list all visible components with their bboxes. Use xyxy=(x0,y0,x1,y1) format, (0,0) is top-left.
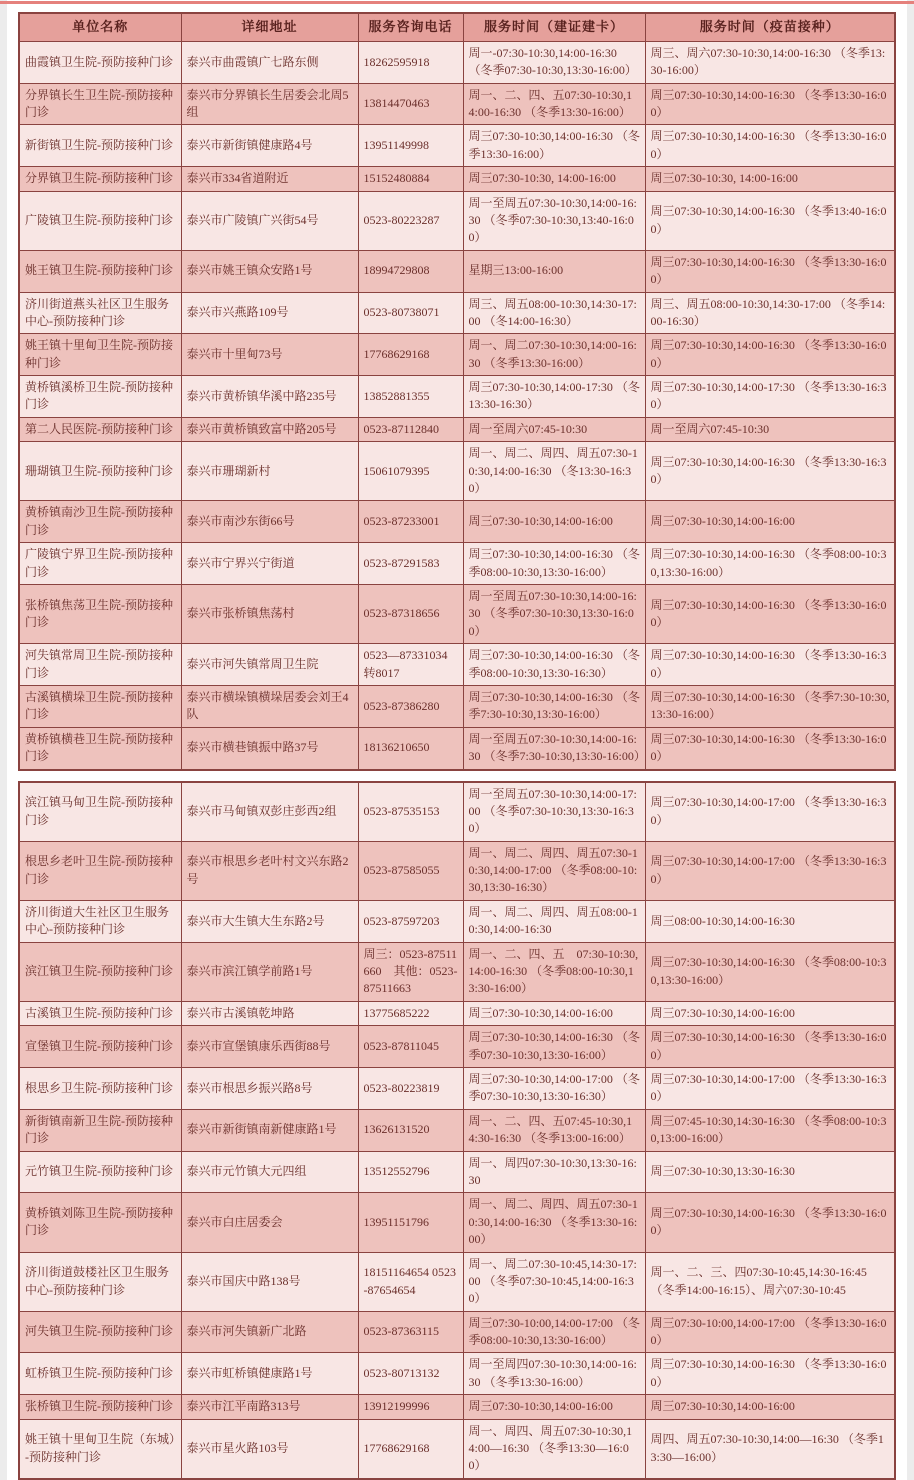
vaccine-time-cell: 周三07:30-10:30,14:00-16:30 （冬季13:30-16:00） xyxy=(645,1193,895,1252)
unit-name-cell: 第二人民医院-预防接种门诊 xyxy=(19,417,181,441)
address-cell: 泰兴市河失镇常周卫生院 xyxy=(181,644,358,686)
unit-name-cell: 新街镇南新卫生院-预防接种门诊 xyxy=(19,1109,181,1151)
card-time-cell: 周三07:30-10:00,14:00-17:00 （冬季08:00-10:30,13:30-16:00） xyxy=(463,1311,645,1353)
card-time-cell: 周三07:30-10:30,14:00-16:30 （冬季08:00-10:30,13:30-16:30） xyxy=(463,644,645,686)
card-time-cell: 周三、周五08:00-10:30,14:30-17:00 （冬14:00-16:30） xyxy=(463,292,645,334)
unit-name-cell: 黄桥镇南沙卫生院-预防接种门诊 xyxy=(19,501,181,543)
address-cell: 泰兴市根思乡老叶村文兴东路2号 xyxy=(181,841,358,900)
table-header-row xyxy=(19,13,895,41)
card-time-cell: 周一-07:30-10:30,14:00-16:30 （冬季07:30-10:30,13:30-16:00） xyxy=(463,41,645,83)
unit-name-cell: 根思乡老叶卫生院-预防接种门诊 xyxy=(19,841,181,900)
address-cell: 泰兴市黄桥镇华溪中路235号 xyxy=(181,376,358,418)
table-row xyxy=(19,782,895,842)
unit-name-cell: 黄桥镇刘陈卫生院-预防接种门诊 xyxy=(19,1193,181,1252)
card-time-cell: 周三07:30-10:30,14:00-16:00 xyxy=(463,1001,645,1025)
table-row xyxy=(19,292,895,334)
phone-cell: 周三：0523-87511660 其他：0523-87511663 xyxy=(358,942,463,1001)
vaccine-time-cell: 周三、周五08:00-10:30,14:30-17:00 （冬季14:00-16:30） xyxy=(645,292,895,334)
vaccine-time-cell: 周三07:30-10:30,14:00-16:30 （冬季13:30-16:00） xyxy=(645,1353,895,1395)
address-cell: 泰兴市姚王镇众安路1号 xyxy=(181,250,358,292)
card-time-cell: 周三07:30-10:30, 14:00-16:00 xyxy=(463,167,645,191)
address-cell: 泰兴市江平南路313号 xyxy=(181,1395,358,1419)
address-cell: 泰兴市新街镇健康路4号 xyxy=(181,125,358,167)
table-row xyxy=(19,191,895,250)
unit-name-cell: 河失镇卫生院-预防接种门诊 xyxy=(19,1311,181,1353)
unit-name-cell: 姚王镇卫生院-预防接种门诊 xyxy=(19,250,181,292)
address-cell: 泰兴市星火路103号 xyxy=(181,1419,358,1479)
unit-name-cell: 姚王镇十里甸卫生院-预防接种门诊 xyxy=(19,334,181,376)
address-cell: 泰兴市宣堡镇康乐西街88号 xyxy=(181,1026,358,1068)
address-cell: 泰兴市334省道附近 xyxy=(181,167,358,191)
table-row xyxy=(19,841,895,900)
phone-cell: 0523-87291583 xyxy=(358,543,463,585)
vaccine-time-cell: 周三07:30-10:30,14:00-16:30 （冬季08:00-10:30,13:30-16:00） xyxy=(645,543,895,585)
card-time-cell: 周一至周五07:30-10:30,14:00-16:30 （冬季07:30-10:30,13:40-16:00） xyxy=(463,191,645,250)
card-time-cell: 周一、二、四、五 07:30-10:30,14:00-16:30 （冬季08:00-10:30,13:30-16:00） xyxy=(463,942,645,1001)
unit-name-cell: 滨江镇卫生院-预防接种门诊 xyxy=(19,942,181,1001)
unit-name-cell: 黄桥镇横巷卫生院-预防接种门诊 xyxy=(19,727,181,769)
card-time-cell: 周三07:30-10:30,14:00-16:30 （冬季07:30-10:30,13:30-16:00） xyxy=(463,1026,645,1068)
card-time-cell: 周一至周四07:30-10:30,14:00-16:30 （冬季13:30-16:00） xyxy=(463,1353,645,1395)
phone-cell: 0523-80713132 xyxy=(358,1353,463,1395)
table-row xyxy=(19,1026,895,1068)
phone-cell: 17768629168 xyxy=(358,1419,463,1479)
table-row xyxy=(19,250,895,292)
address-cell: 泰兴市横垛镇横垛居委会刘王4队 xyxy=(181,685,358,727)
phone-cell: 0523-87233001 xyxy=(358,501,463,543)
header-address: 详细地址 xyxy=(181,13,358,41)
table-row xyxy=(19,334,895,376)
vaccination-clinics-table-2 xyxy=(18,781,896,1480)
vaccine-time-cell: 周三07:30-10:30,14:00-16:30 （冬季13:30-16:30） xyxy=(645,442,895,501)
phone-cell: 13512552796 xyxy=(358,1151,463,1193)
vaccine-time-cell: 周三07:30-10:30,14:00-17:00 （冬季13:30-16:30） xyxy=(645,841,895,900)
table-row xyxy=(19,167,895,191)
address-cell: 泰兴市马甸镇双彭庄彭西2组 xyxy=(181,782,358,842)
unit-name-cell: 新街镇卫生院-预防接种门诊 xyxy=(19,125,181,167)
phone-cell: 15152480884 xyxy=(358,167,463,191)
table-row xyxy=(19,1311,895,1353)
address-cell: 泰兴市元竹镇大元四组 xyxy=(181,1151,358,1193)
table-row xyxy=(19,1109,895,1151)
phone-cell: 0523-80223819 xyxy=(358,1067,463,1109)
table-row xyxy=(19,125,895,167)
vaccine-time-cell: 周三07:45-10:30,14:30-16:30 （冬季08:00-10:30,13:00-16:00） xyxy=(645,1109,895,1151)
address-cell: 泰兴市横巷镇振中路37号 xyxy=(181,727,358,769)
card-time-cell: 周一、周二、周四、周五07:30-10:30,14:00-16:30 （冬13:30-16:30） xyxy=(463,442,645,501)
table-row xyxy=(19,543,895,585)
card-time-cell: 周一至周五07:30-10:30,14:00-16:30 （冬季7:30-10:30,13:30-16:00） xyxy=(463,727,645,769)
card-time-cell: 星期三13:00-16:00 xyxy=(463,250,645,292)
vaccine-time-cell: 周一、二、三、四07:30-10:45,14:30-16:45 （冬季14:00-16:15）、周六07:30-10:45 xyxy=(645,1252,895,1311)
vaccine-time-cell: 周三07:30-10:00,14:00-17:00 （冬季13:30-16:00） xyxy=(645,1311,895,1353)
vaccine-time-cell: 周三07:30-10:30,13:30-16:30 xyxy=(645,1151,895,1193)
phone-cell: 18136210650 xyxy=(358,727,463,769)
unit-name-cell: 济川街道鼓楼社区卫生服务中心-预防接种门诊 xyxy=(19,1252,181,1311)
unit-name-cell: 珊瑚镇卫生院-预防接种门诊 xyxy=(19,442,181,501)
address-cell: 泰兴市曲霞镇广七路东侧 xyxy=(181,41,358,83)
address-cell: 泰兴市分界镇长生居委会北周5组 xyxy=(181,83,358,125)
unit-name-cell: 广陵镇卫生院-预防接种门诊 xyxy=(19,191,181,250)
unit-name-cell: 宣堡镇卫生院-预防接种门诊 xyxy=(19,1026,181,1068)
phone-cell: 13852881355 xyxy=(358,376,463,418)
card-time-cell: 周一、周四、周五07:30-10:30,14:00—16:30 （冬季13:30—16:00） xyxy=(463,1419,645,1479)
card-time-cell: 周三07:30-10:30,14:00-17:00 （冬季07:30-10:30,13:30-16:30） xyxy=(463,1067,645,1109)
card-time-cell: 周一、周二、周四、周五07:30-10:30,14:00-17:00 （冬季08:00-10:30,13:30-16:30） xyxy=(463,841,645,900)
vaccine-time-cell: 周三07:30-10:30,14:00-16:30 （冬季13:30-16:00） xyxy=(645,250,895,292)
vaccine-time-cell: 周三07:30-10:30,14:00-16:00 xyxy=(645,1395,895,1419)
unit-name-cell: 根思乡卫生院-预防接种门诊 xyxy=(19,1067,181,1109)
vaccine-time-cell: 周三07:30-10:30,14:00-16:30 （冬季13:30-16:00） xyxy=(645,125,895,167)
phone-cell: 18151164654 0523-87654654 xyxy=(358,1252,463,1311)
unit-name-cell: 分界镇长生卫生院-预防接种门诊 xyxy=(19,83,181,125)
unit-name-cell: 张桥镇焦荡卫生院-预防接种门诊 xyxy=(19,585,181,644)
table-row xyxy=(19,83,895,125)
card-time-cell: 周一至周六07:45-10:30 xyxy=(463,417,645,441)
address-cell: 泰兴市兴燕路109号 xyxy=(181,292,358,334)
address-cell: 泰兴市广陵镇广兴街54号 xyxy=(181,191,358,250)
card-time-cell: 周三07:30-10:30,14:00-16:30 （冬季08:00-10:30,13:30-16:00） xyxy=(463,543,645,585)
address-cell: 泰兴市国庆中路138号 xyxy=(181,1252,358,1311)
card-time-cell: 周一、周二07:30-10:30,14:00-16:30 （冬季13:30-16:00） xyxy=(463,334,645,376)
vaccine-time-cell: 周三07:30-10:30,14:00-16:30 （冬季13:30-16:00） xyxy=(645,334,895,376)
card-time-cell: 周三07:30-10:30,14:00-16:00 xyxy=(463,1395,645,1419)
card-time-cell: 周三07:30-10:30,14:00-17:30 （冬13:30-16:30） xyxy=(463,376,645,418)
card-time-cell: 周三07:30-10:30,14:00-16:00 xyxy=(463,501,645,543)
card-time-cell: 周一至周五07:30-10:30,14:00-16:30 （冬季07:30-10:30,13:30-16:00） xyxy=(463,585,645,644)
table-row xyxy=(19,1193,895,1252)
vaccine-time-cell: 周三07:30-10:30,14:00-17:00 （冬季13:30-16:30） xyxy=(645,782,895,842)
vaccine-time-cell: 周四、周五07:30-10:30,14:00—16:30 （冬季13:30—16:00） xyxy=(645,1419,895,1479)
unit-name-cell: 济川街道燕头社区卫生服务中心-预防接种门诊 xyxy=(19,292,181,334)
phone-cell: 0523-87318656 xyxy=(358,585,463,644)
card-time-cell: 周一至周五07:30-10:30,14:00-17:00 （冬季07:30-10:30,13:30-16:30） xyxy=(463,782,645,842)
table-row xyxy=(19,685,895,727)
table-row xyxy=(19,417,895,441)
unit-name-cell: 曲霞镇卫生院-预防接种门诊 xyxy=(19,41,181,83)
phone-cell: 0523-87386280 xyxy=(358,685,463,727)
table-row xyxy=(19,442,895,501)
address-cell: 泰兴市珊瑚新村 xyxy=(181,442,358,501)
card-time-cell: 周一、周四07:30-10:30,13:30-16:30 xyxy=(463,1151,645,1193)
phone-cell: 13912199996 xyxy=(358,1395,463,1419)
table-row xyxy=(19,1151,895,1193)
header-unit-name: 单位名称 xyxy=(19,13,181,41)
header-card-time: 服务时间（建证建卡） xyxy=(463,13,645,41)
vaccine-time-cell: 周三07:30-10:30,14:00-16:30 （冬季08:00-10:30,13:30-16:00） xyxy=(645,942,895,1001)
top-accent-line xyxy=(0,1,914,4)
phone-cell: 0523-80223287 xyxy=(358,191,463,250)
vaccine-time-cell: 周三07:30-10:30,14:00-16:00 xyxy=(645,501,895,543)
vaccine-time-cell: 周三07:30-10:30,14:00-16:30 （冬季7:30-10:30,13:30-16:00） xyxy=(645,685,895,727)
phone-cell: 0523-80738071 xyxy=(358,292,463,334)
card-time-cell: 周一、周二、周四、周五07:30-10:30,14:00-16:30 （冬季13:30-16:00） xyxy=(463,1193,645,1252)
phone-cell: 13775685222 xyxy=(358,1001,463,1025)
address-cell: 泰兴市河失镇新广北路 xyxy=(181,1311,358,1353)
vaccine-time-cell: 周三07:30-10:30,14:00-16:30 （冬季13:30-16:00） xyxy=(645,1026,895,1068)
vaccination-clinics-table-1 xyxy=(18,12,896,771)
unit-name-cell: 元竹镇卫生院-预防接种门诊 xyxy=(19,1151,181,1193)
address-cell: 泰兴市张桥镇焦荡村 xyxy=(181,585,358,644)
unit-name-cell: 滨江镇马甸卫生院-预防接种门诊 xyxy=(19,782,181,842)
phone-cell: 0523-87585055 xyxy=(358,841,463,900)
table-row xyxy=(19,1067,895,1109)
address-cell: 泰兴市滨江镇学前路1号 xyxy=(181,942,358,1001)
vaccine-time-cell: 周三07:30-10:30,14:00-16:30 （冬季13:30-16:30） xyxy=(645,644,895,686)
vaccine-time-cell: 周三07:30-10:30,14:00-16:30 （冬季13:40-16:00） xyxy=(645,191,895,250)
unit-name-cell: 河失镇常周卫生院-预防接种门诊 xyxy=(19,644,181,686)
address-cell: 泰兴市黄桥镇致富中路205号 xyxy=(181,417,358,441)
vaccine-time-cell: 周三08:00-10:30,14:00-16:30 xyxy=(645,900,895,942)
table-row xyxy=(19,900,895,942)
phone-cell: 0523-87363115 xyxy=(358,1311,463,1353)
table-row xyxy=(19,942,895,1001)
address-cell: 泰兴市南沙东街66号 xyxy=(181,501,358,543)
phone-cell: 0523—87331034转8017 xyxy=(358,644,463,686)
phone-cell: 17768629168 xyxy=(358,334,463,376)
table-row xyxy=(19,1419,895,1479)
address-cell: 泰兴市虹桥镇健康路1号 xyxy=(181,1353,358,1395)
vaccine-time-cell: 周三07:30-10:30,14:00-16:00 xyxy=(645,1001,895,1025)
address-cell: 泰兴市十里甸73号 xyxy=(181,334,358,376)
table-row xyxy=(19,1001,895,1025)
card-time-cell: 周三07:30-10:30,14:00-16:30 （冬季7:30-10:30,13:30-16:00） xyxy=(463,685,645,727)
phone-cell: 15061079395 xyxy=(358,442,463,501)
vaccine-time-cell: 周三07:30-10:30,14:00-17:00 （冬季13:30-16:30） xyxy=(645,1067,895,1109)
vaccine-time-cell: 周三07:30-10:30, 14:00-16:00 xyxy=(645,167,895,191)
phone-cell: 18994729808 xyxy=(358,250,463,292)
phone-cell: 13626131520 xyxy=(358,1109,463,1151)
phone-cell: 13951151796 xyxy=(358,1193,463,1252)
vaccine-time-cell: 周三07:30-10:30,14:00-16:30 （冬季13:30-16:00） xyxy=(645,727,895,769)
unit-name-cell: 济川街道大生社区卫生服务中心-预防接种门诊 xyxy=(19,900,181,942)
header-phone: 服务咨询电话 xyxy=(358,13,463,41)
phone-cell: 13951149998 xyxy=(358,125,463,167)
card-time-cell: 周一、二、四、五07:30-10:30,14:00-16:30 （冬季13:30-16:00） xyxy=(463,83,645,125)
card-time-cell: 周一、周二07:30-10:45,14:30-17:00 （冬季07:30-10:45,14:00-16:30） xyxy=(463,1252,645,1311)
table-row xyxy=(19,1353,895,1395)
card-time-cell: 周三07:30-10:30,14:00-16:30 （冬季13:30-16:00） xyxy=(463,125,645,167)
phone-cell: 18262595918 xyxy=(358,41,463,83)
phone-cell: 0523-87597203 xyxy=(358,900,463,942)
table-row xyxy=(19,727,895,769)
vaccine-time-cell: 周三07:30-10:30,14:00-17:30 （冬季13:30-16:30） xyxy=(645,376,895,418)
address-cell: 泰兴市大生镇大生东路2号 xyxy=(181,900,358,942)
address-cell: 泰兴市根思乡振兴路8号 xyxy=(181,1067,358,1109)
unit-name-cell: 姚王镇十里甸卫生院（东城）-预防接种门诊 xyxy=(19,1419,181,1479)
header-vaccine-time: 服务时间（疫苗接种） xyxy=(645,13,895,41)
address-cell: 泰兴市宁界兴宁街道 xyxy=(181,543,358,585)
vaccine-time-cell: 周一至周六07:45-10:30 xyxy=(645,417,895,441)
unit-name-cell: 虹桥镇卫生院-预防接种门诊 xyxy=(19,1353,181,1395)
phone-cell: 0523-87811045 xyxy=(358,1026,463,1068)
vaccine-time-cell: 周三07:30-10:30,14:00-16:30 （冬季13:30-16:00） xyxy=(645,585,895,644)
unit-name-cell: 古溪镇横垛卫生院-预防接种门诊 xyxy=(19,685,181,727)
phone-cell: 13814470463 xyxy=(358,83,463,125)
table-row xyxy=(19,644,895,686)
address-cell: 泰兴市古溪镇乾坤路 xyxy=(181,1001,358,1025)
phone-cell: 0523-87535153 xyxy=(358,782,463,842)
table-row xyxy=(19,1395,895,1419)
table-row xyxy=(19,41,895,83)
table-row xyxy=(19,585,895,644)
phone-cell: 0523-87112840 xyxy=(358,417,463,441)
card-time-cell: 周一、二、四、五07:45-10:30,14:30-16:30 （冬季13:00-16:00） xyxy=(463,1109,645,1151)
unit-name-cell: 广陵镇宁界卫生院-预防接种门诊 xyxy=(19,543,181,585)
unit-name-cell: 古溪镇卫生院-预防接种门诊 xyxy=(19,1001,181,1025)
address-cell: 泰兴市白庄居委会 xyxy=(181,1193,358,1252)
card-time-cell: 周一、周二、周四、周五08:00-10:30,14:00-16:30 xyxy=(463,900,645,942)
unit-name-cell: 分界镇卫生院-预防接种门诊 xyxy=(19,167,181,191)
unit-name-cell: 张桥镇卫生院-预防接种门诊 xyxy=(19,1395,181,1419)
vaccine-time-cell: 周三07:30-10:30,14:00-16:30 （冬季13:30-16:00） xyxy=(645,83,895,125)
table-row xyxy=(19,1252,895,1311)
address-cell: 泰兴市新街镇南新健康路1号 xyxy=(181,1109,358,1151)
table-row xyxy=(19,376,895,418)
table-row xyxy=(19,501,895,543)
unit-name-cell: 黄桥镇溪桥卫生院-预防接种门诊 xyxy=(19,376,181,418)
vaccine-time-cell: 周三、周六07:30-10:30,14:00-16:30 （冬季13:30-16:00） xyxy=(645,41,895,83)
